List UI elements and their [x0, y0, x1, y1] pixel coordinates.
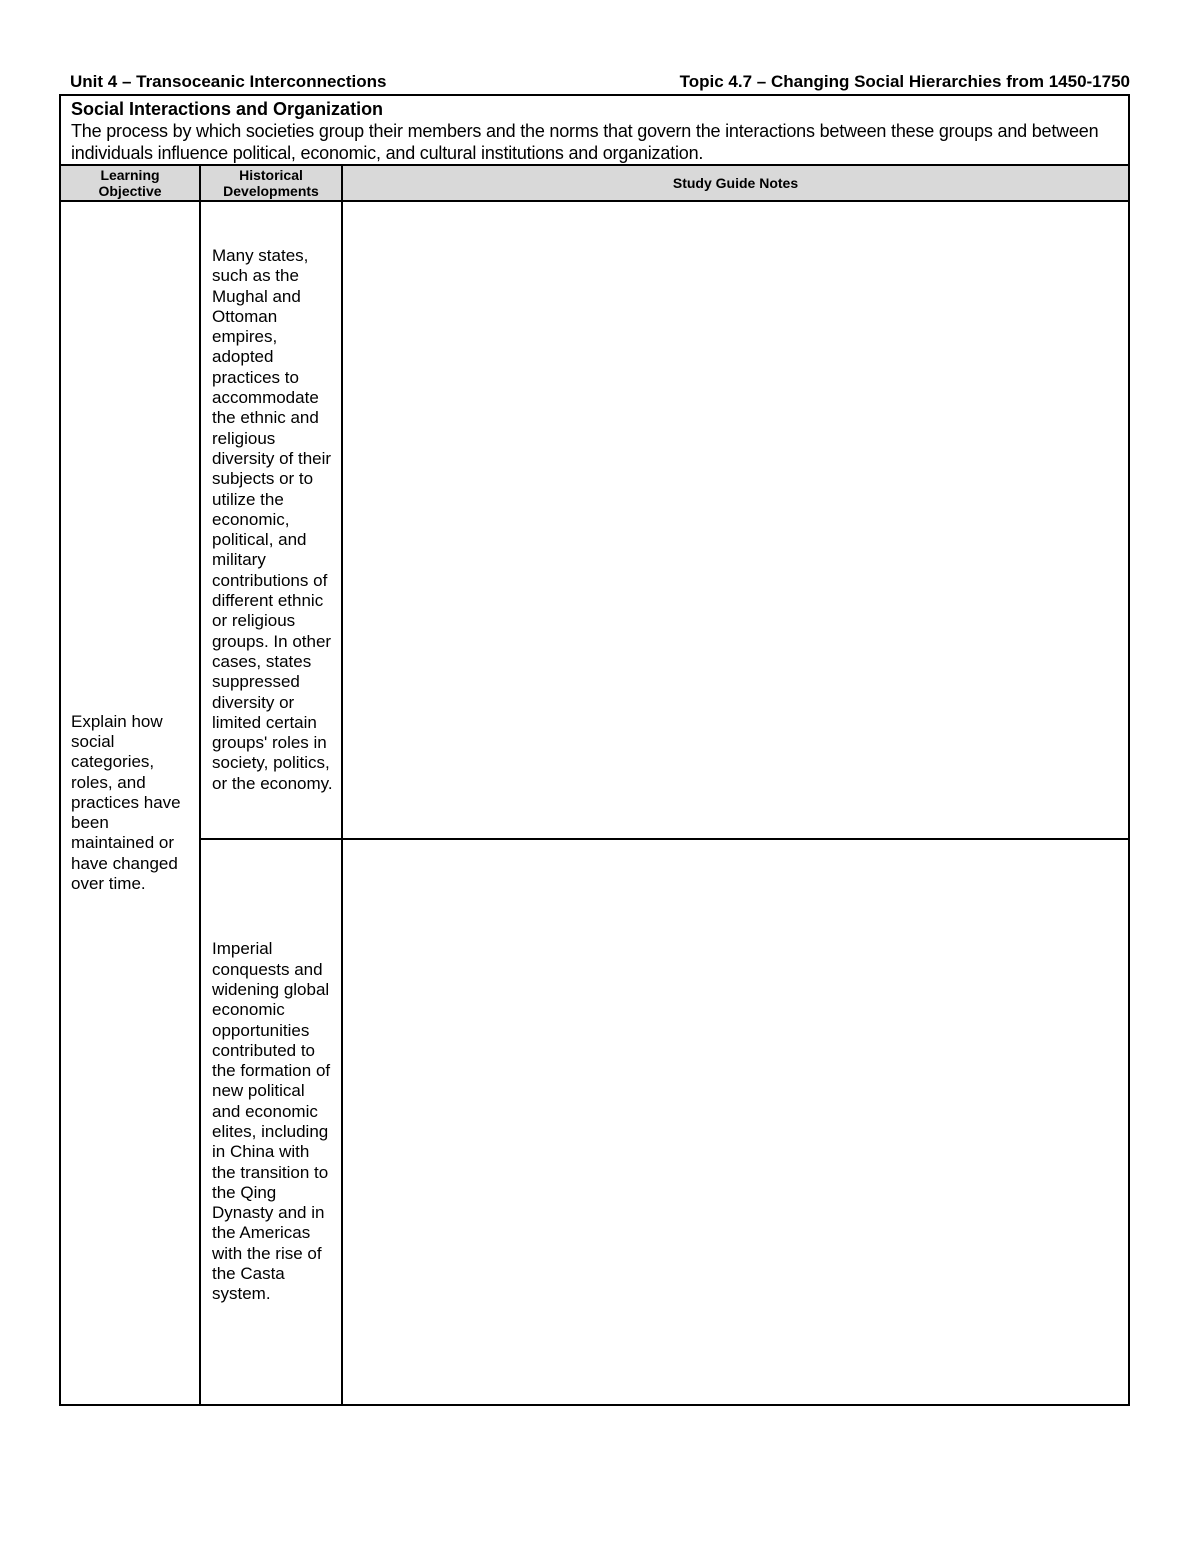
- historical-development-cell-1: [201, 202, 343, 840]
- historical-development-text: Many states, such as the Mughal and Ottoman empires, adopted practices to accommodate the ethnic and religious diversity of their subjects or to utilize the economic, political, and military contributions of different ethnic or religious groups. In other cases, states suppressed diversity or limited certain groups' roles in society, politics, or the economy.: [212, 245, 333, 793]
- page-header: [70, 70, 1130, 94]
- column-header-label: Historical Developments: [223, 167, 319, 199]
- historical-development-text: Imperial conquests and widening global economic opportunities contributed to the formation of new political and economic elites, including in China with the transition to the Qing Dynasty and in the Americas with the rise of the Casta system.: [212, 939, 331, 1304]
- historical-development-cell-2: [201, 840, 343, 1404]
- theme-box: [61, 96, 1128, 166]
- study-guide-table: [59, 94, 1130, 1406]
- learning-objective-text: Explain how social categories, roles, and practices have been maintained or have changed over time.: [71, 711, 181, 894]
- learning-objective-cell: [61, 202, 201, 1404]
- theme-title: Social Interactions and Organization: [71, 99, 384, 119]
- topic-title: Topic 4.7 – Changing Social Hierarchies from 1450-1750: [679, 72, 1130, 91]
- unit-title: Unit 4 – Transoceanic Interconnections: [70, 72, 387, 91]
- study-guide-notes-cell-1[interactable]: [343, 202, 1128, 840]
- column-header-historical-developments: [201, 166, 343, 202]
- column-header-study-guide-notes: [343, 166, 1128, 202]
- column-header-label: Study Guide Notes: [672, 175, 799, 191]
- theme-description: The process by which societies group their members and the norms that govern the interactions between these groups and between individuals influence political, economic, and cultural institutions and organization.: [71, 121, 1099, 163]
- study-guide-notes-cell-2[interactable]: [343, 840, 1128, 1404]
- column-header-learning-objective: [61, 166, 201, 202]
- column-header-label: Learning Objective: [98, 167, 162, 199]
